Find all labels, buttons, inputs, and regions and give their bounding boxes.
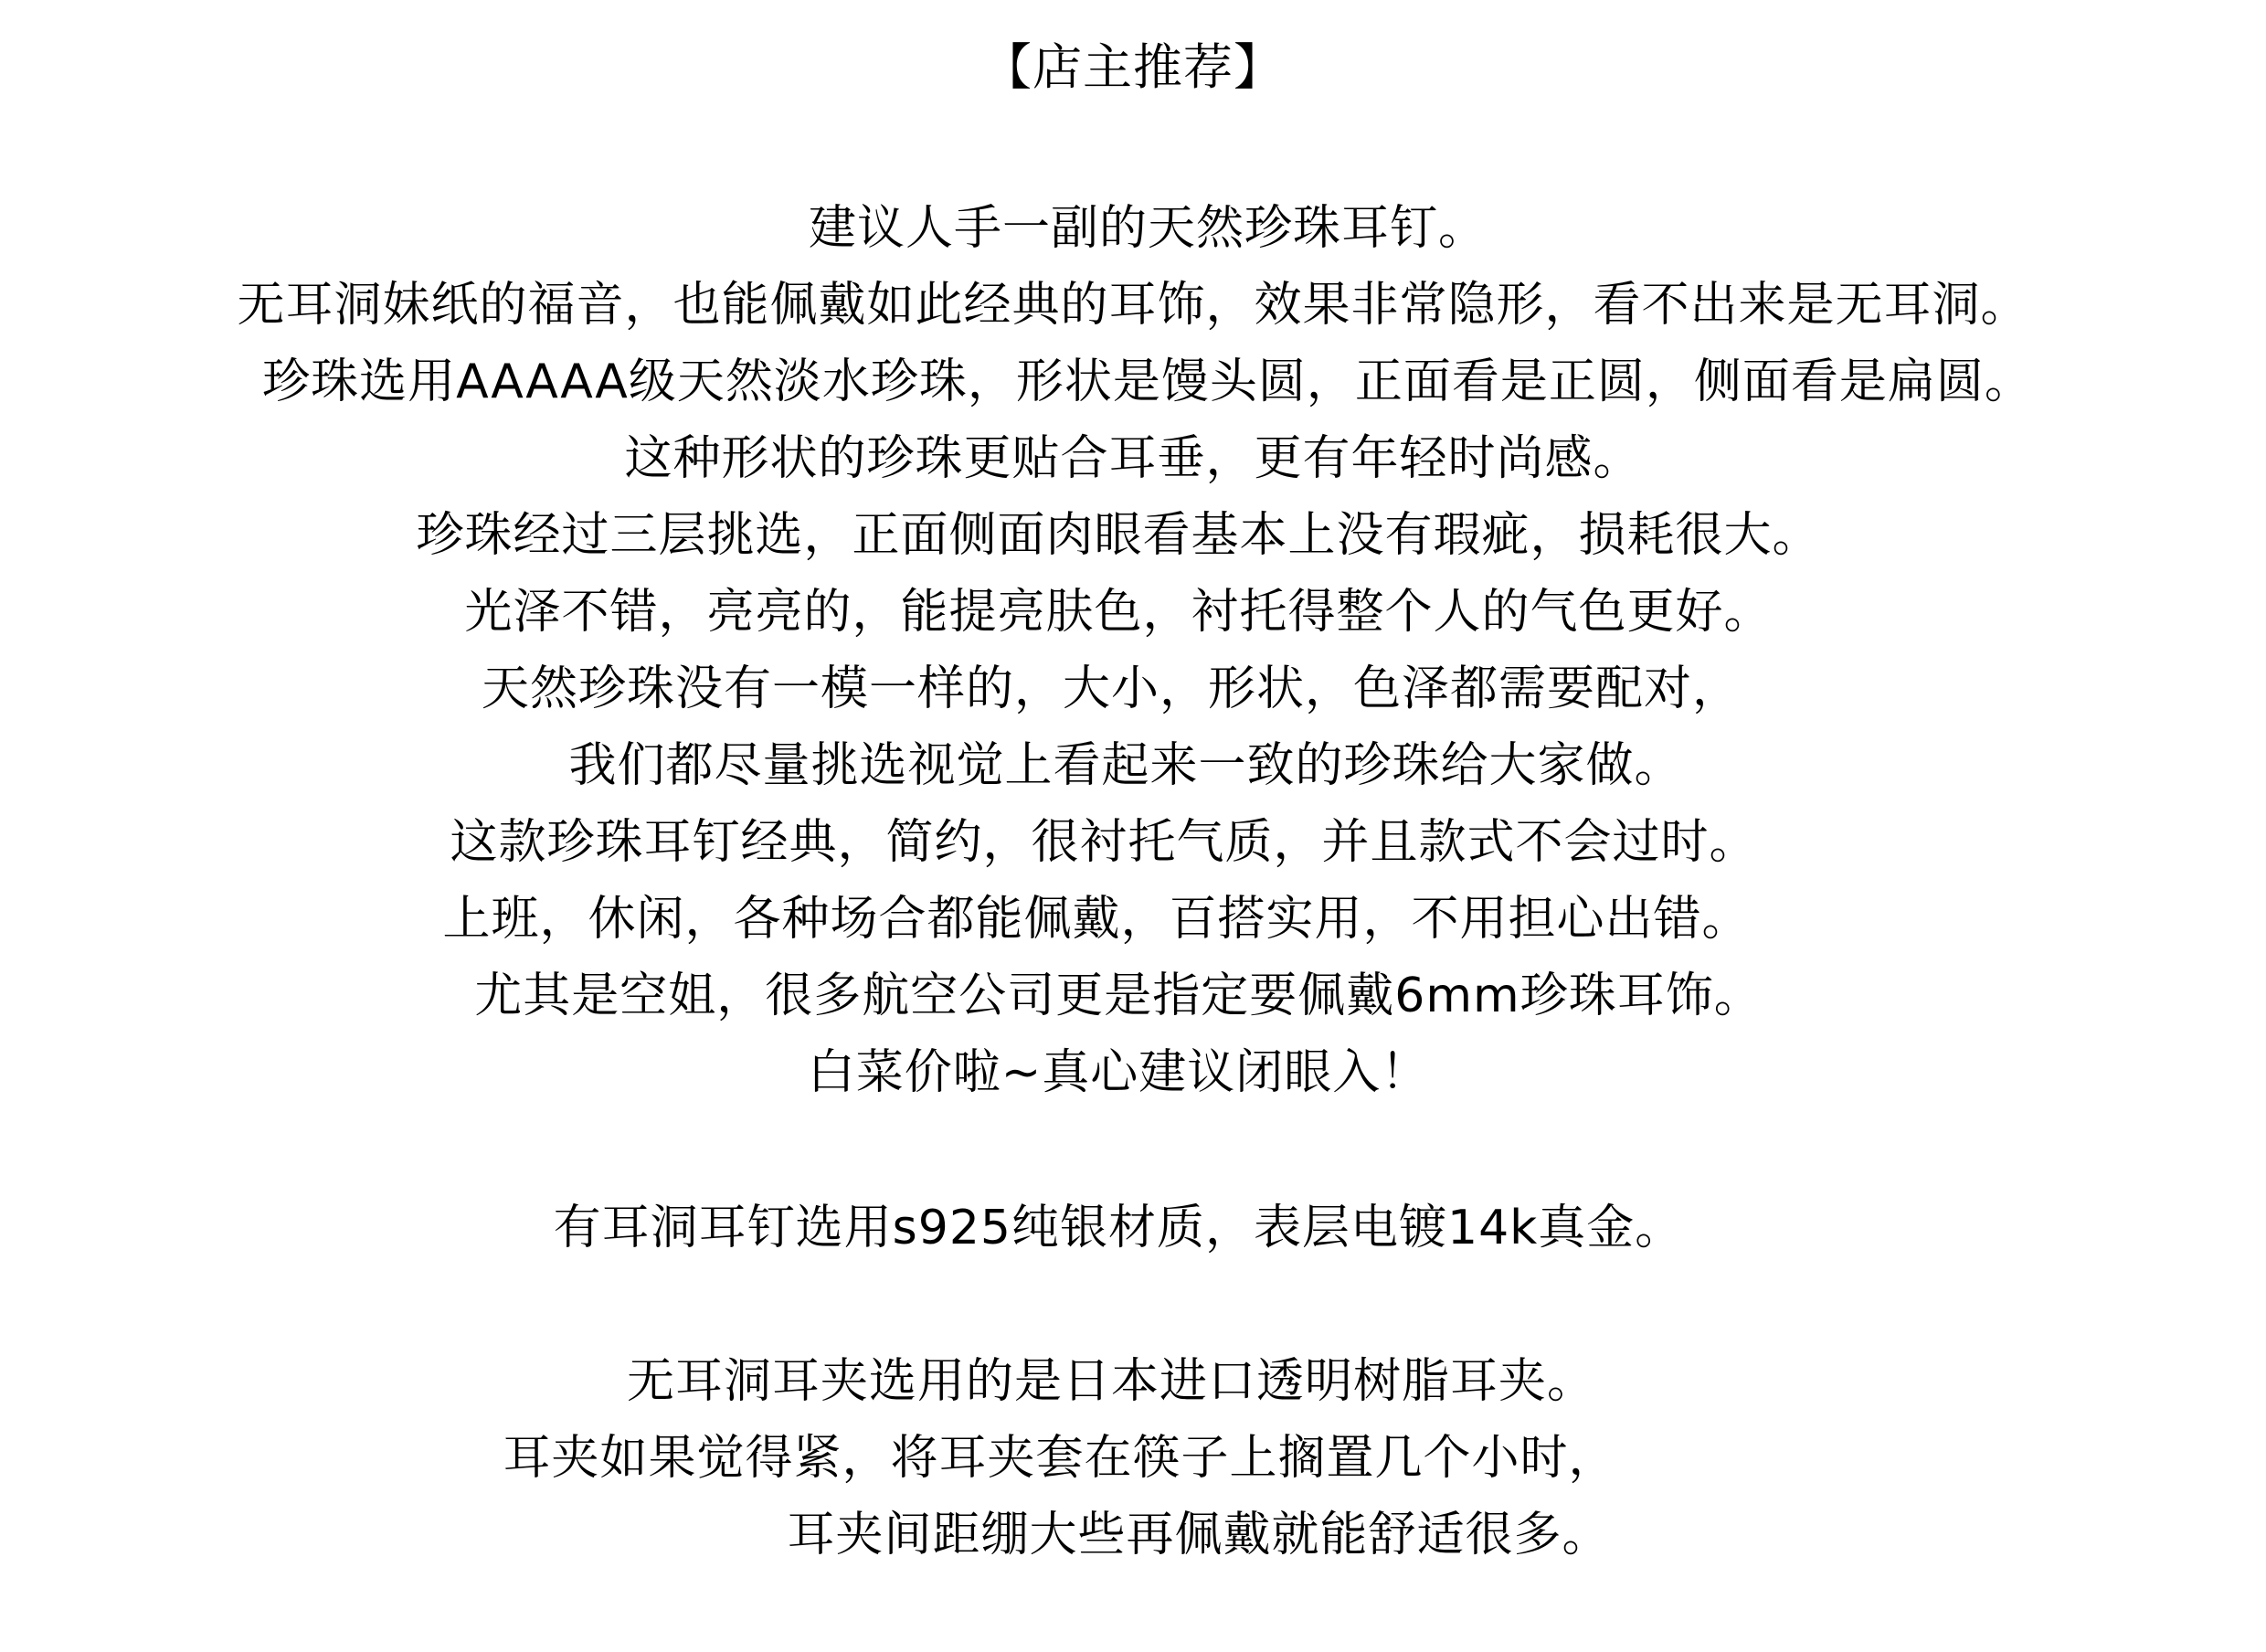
text-line: 珍珠选用AAAAA级天然淡水珍珠，形状是馒头圆，正面看是正圆，侧面看是扁圆。 <box>262 355 2033 409</box>
text-line: 我们都尽量挑选视觉上看起来一致的珍珠给大家做。 <box>568 738 1683 793</box>
heading-shop-recommend: 【店主推荐】 <box>982 38 1284 96</box>
text-line: 无耳洞耳夹选用的是日本进口透明树脂耳夹。 <box>626 1354 1595 1409</box>
text-line: 建议人手一副的天然珍珠耳钉。 <box>808 201 1487 256</box>
text-line: 尤其是空姐，很多航空公司更是指定要佩戴6mm珍珠耳饰。 <box>474 969 1763 1023</box>
text-line: 光泽不错，亮亮的，能提亮肤色，衬托得整个人的气色更好。 <box>464 585 1773 640</box>
text-line: 耳夹间距绷大些再佩戴就能舒适很多。 <box>787 1508 1611 1562</box>
text-line: 这种形状的珍珠更贴合耳垂，更有年轻时尚感。 <box>624 431 1642 486</box>
text-line: 有耳洞耳钉选用s925纯银材质，表层电镀14k真金。 <box>553 1201 1684 1255</box>
text-line: 无耳洞妹纸的福音，也能佩戴如此经典的耳饰，效果非常隐形，看不出来是无耳洞。 <box>237 278 2029 333</box>
text-line: 珍珠经过三层挑选，正面侧面肉眼看基本上没有瑕疵，损耗很大。 <box>416 508 1821 563</box>
text-line: 上班，休闲，各种场合都能佩戴，百搭实用，不用担心出错。 <box>442 892 1751 947</box>
text-line: 这款珍珠耳钉经典，简约，很衬托气质，并且款式不会过时。 <box>450 815 1758 870</box>
text-line: 天然珍珠没有一模一样的，大小，形状，色泽都需要配对， <box>481 662 1741 716</box>
text-line: 耳夹如果觉得紧，将耳夹套在筷子上搁置几个小时， <box>503 1431 1617 1486</box>
text-line: 白菜价啦~真心建议闭眼入！ <box>807 1045 1430 1100</box>
